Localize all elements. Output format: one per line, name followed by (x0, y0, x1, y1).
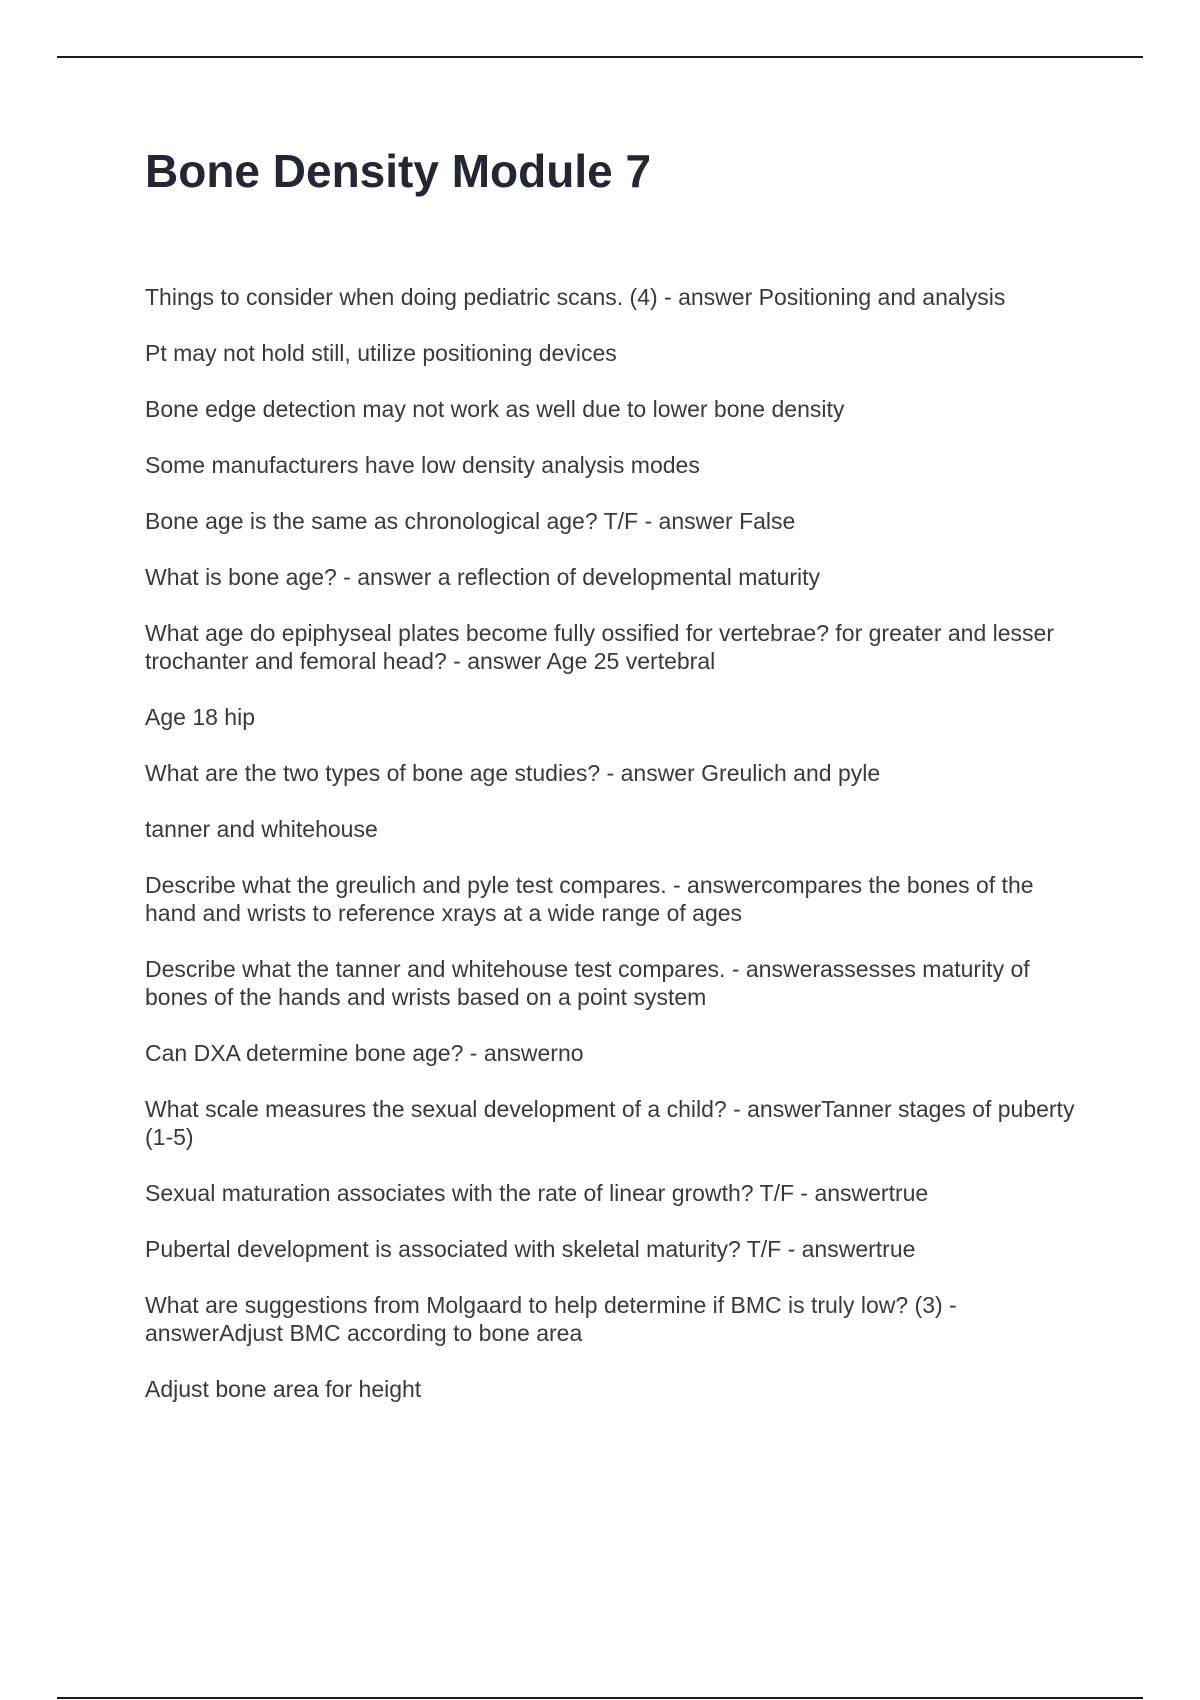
paragraph: tanner and whitehouse (145, 816, 378, 842)
page-title: Bone Density Module 7 (145, 145, 652, 197)
paragraph: Bone edge detection may not work as well due to lower bone density (145, 396, 845, 422)
paragraph: Things to consider when doing pediatric scans. (4) - answer Positioning and analysis (145, 284, 1006, 310)
top-divider (57, 56, 1143, 58)
paragraph: Age 18 hip (145, 704, 255, 730)
paragraph: Bone age is the same as chronological age? T/F - answer False (145, 508, 796, 534)
paragraph: Can DXA determine bone age? - answerno (145, 1040, 584, 1066)
paragraph: What are the two types of bone age studies? - answer Greulich and pyle (145, 760, 881, 786)
paragraph: What is bone age? - answer a reflection of developmental maturity (145, 564, 821, 590)
paragraph: What are suggestions from Molgaard to help determine if BMC is truly low? (3) - answerAdjust BMC according to bone area (145, 1292, 957, 1346)
paragraph: What age do epiphyseal plates become fully ossified for vertebrae? for greater and lesser trochanter and femoral head? - answer Age 25 vertebral (145, 620, 1055, 674)
bottom-divider (57, 1697, 1143, 1699)
paragraph: Pt may not hold still, utilize positioning devices (145, 340, 617, 366)
document-body (145, 283, 1085, 1431)
paragraph: What scale measures the sexual development of a child? - answerTanner stages of puberty (1-5) (145, 1096, 1075, 1150)
paragraph: Pubertal development is associated with skeletal maturity? T/F - answertrue (145, 1236, 916, 1262)
paragraph: Some manufacturers have low density analysis modes (145, 452, 700, 478)
paragraph: Adjust bone area for height (145, 1376, 422, 1402)
paragraph: Describe what the greulich and pyle test compares. - answercompares the bones of the hand and wrists to reference xrays at a wide range of ages (145, 872, 1034, 926)
paragraph: Sexual maturation associates with the rate of linear growth? T/F - answertrue (145, 1180, 929, 1206)
paragraph: Describe what the tanner and whitehouse test compares. - answerassesses maturity of bones of the hands and wrists based on a point system (145, 956, 1030, 1010)
